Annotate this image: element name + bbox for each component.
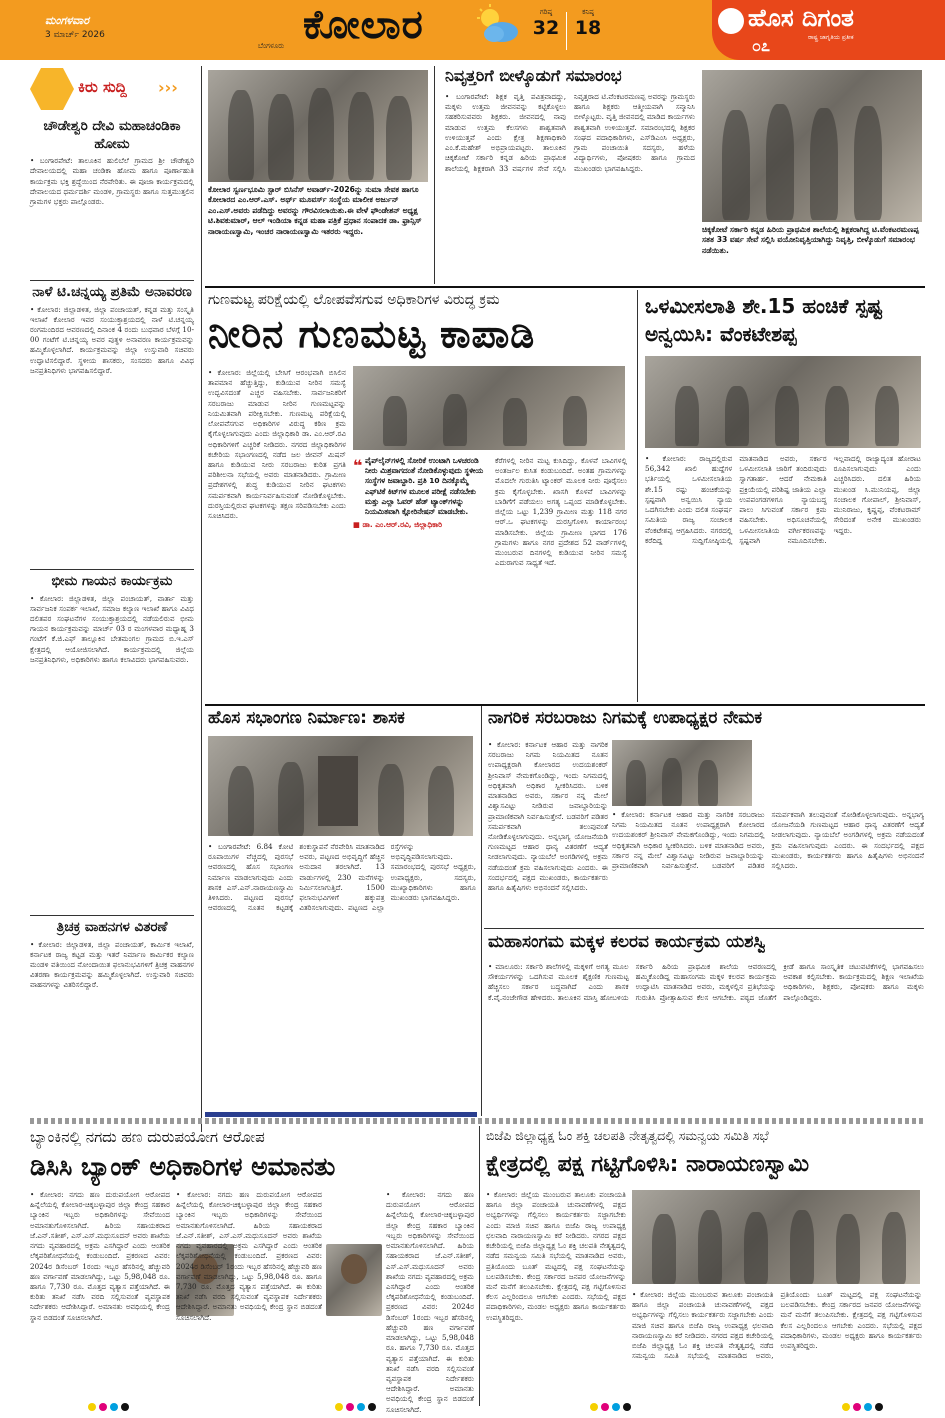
photo-figure: [378, 764, 404, 836]
retirement-body-text: • ಬಂಗಾರಪೇಟೆ: ಶಿಕ್ಷಕ ವೃತ್ತಿ ಪವಿತ್ರವಾದದ್ದು, ಮಕ್ಕಳು ಉತ್ತಮ ಜೀವನವನ್ನು ಕಟ್ಟಿಕೊಳ್ಳಲು ಸಹಕರಿಸುವವರು ಶಿಕ್ಷಕರು. ಜೀವನದಲ್ಲಿ ನಾವು ಮಾಡುವ ಉತ್ತಮ ಕೆಲಸಗಳು ಶಾಶ್ವತವಾಗಿ ಉಳಿಯುತ್ತವೆ ಎಂದು ಕ್ಷೇತ್ರ ಶಿಕ್ಷಣಾಧಿಕಾರಿ ಎಂ.ಕೆ.ಮಹೇಶ್ ಅಭಿಪ್ರಾಯಪಟ್ಟರು. ತಾಲೂಕಿನ ಚಿಕ್ಕಕೋಟೆ ಸರ್ಕಾರಿ ಕನ್ನಡ ಹಿರಿಯ ಪ್ರಾಥಮಿಕ ಶಾಲೆಯಲ್ಲಿ ಶಿಕ್ಷಕರಾಗಿ 33 ವರ್ಷಗಳ ಸೇವೆ ಸಲ್ಲಿಸಿ ನಿವೃತ್ತರಾದ ಟಿ.ವೆಂಕಟರಮಣಪ್ಪ ಅವರನ್ನು ಗ್ರಾಮಸ್ಥರು ಹಾಗೂ ಶಿಕ್ಷಕರು ಆತ್ಮೀಯವಾಗಿ ಸನ್ಮಾನಿಸಿ ಬೀಳ್ಕೊಟ್ಟರು. ವೃತ್ತಿ ಜೀವನದಲ್ಲಿ ಮಾಡಿದ ಕಾರ್ಯಗಳು ಶಾಶ್ವತವಾಗಿ ಉಳಿಯುತ್ತವೆ. ಸಮಾರಂಭದಲ್ಲಿ ಶಿಕ್ಷಕರ ಸಂಘದ ಪದಾಧಿಕಾರಿಗಳು, ಎಸ್‌ಡಿಎಂಸಿ ಅಧ್ಯಕ್ಷರು, ಗ್ರಾಮ ಪಂಚಾಯಿತಿ ಸದಸ್ಯರು, ಹಳೆಯ ವಿದ್ಯಾರ್ಥಿಗಳು, ಪೋಷಕರು ಹಾಗೂ ಗ್ರಾಮದ ಮುಖಂಡರು ಭಾಗವಹಿಸಿದ್ದರು.: [445, 92, 695, 173]
water-headline: ನೀರಿನ ಗುಣಮಟ್ಟ ಕಾಪಾಡಿ: [208, 312, 536, 356]
bank-body-col1: [30, 1190, 170, 1400]
registration-marks-right: [842, 1396, 886, 1415]
kirusuddi-badge: [30, 68, 180, 110]
bank-body-text: • ಕೋಲಾರ: ನಗದು ಹಣ ದುರುಪಯೋಗ ಆರೋಪದ ಹಿನ್ನೆಲೆಯಲ್ಲಿ ಕೋಲಾರ-ಚಿಕ್ಕಬಳ್ಳಾಪುರ ಜಿಲ್ಲಾ ಕೇಂದ್ರ ಸಹಕಾರ ಬ್ಯಾಂಕಿನ ಇಬ್ಬರು ಅಧಿಕಾರಿಗಳನ್ನು ಸೇವೆಯಿಂದ ಅಮಾನತುಗೊಳಿಸಲಾಗಿದೆ. ಹಿರಿಯ ಸಹಾಯಕರಾದ ಜೆ.ಎನ್.ಸತೀಶ್, ಎಸ್.ಎಸ್.ಮಧುಸೂದನ್ ಅವರು ಶಾಖೆಯ ನಗದು ವ್ಯವಹಾರದಲ್ಲಿ ಅಕ್ರಮ ಎಸಗಿದ್ದಾರೆ ಎಂದು ಆಂತರಿಕ ಲೆಕ್ಕಪರಿಶೋಧನೆಯಲ್ಲಿ ಕಂಡುಬಂದಿದೆ. ಪ್ರಕರಣದ ವಿವರ: 2024ರ ಡಿಸೆಂಬರ್ 1ರಂದು ಇಬ್ಬರ ಹೆಸರಿನಲ್ಲಿ ಹೆಚ್ಚುವರಿ ಹಣ ವರ್ಗಾವಣೆ ಮಾಡಲಾಗಿದ್ದು, ಒಟ್ಟು 5,98,048 ರೂ. ಹಾಗೂ 7,730 ರೂ. ಮೊತ್ತದ ವ್ಯತ್ಯಾಸ ಪತ್ತೆಯಾಗಿದೆ. ಈ ಕುರಿತು ತನಿಖೆ ನಡೆಸಿ ವರದಿ ಸಲ್ಲಿಸುವಂತೆ ವ್ಯವಸ್ಥಾಪಕ ನಿರ್ದೇಶಕರು ಆದೇಶಿಸಿದ್ದಾರೆ. ಅಮಾನತು ಅವಧಿಯಲ್ಲಿ ಕೇಂದ್ರ ಸ್ಥಾನ ಬಿಡದಂತೆ ಸೂಚಿಸಲಾಗಿದೆ.: [30, 1190, 170, 1322]
bjp-body-text-2: • ಕೋಲಾರ: ಜಿಲ್ಲೆಯ ಮುಂಬರುವ ತಾಲೂಕು ಪಂಚಾಯತಿ ಹಾಗೂ ಜಿಲ್ಲಾ ಪಂಚಾಯತಿ ಚುನಾವಣೆಗಳಲ್ಲಿ ಪಕ್ಷದ ಅಭ್ಯರ್ಥಿಗಳನ್ನು ಗೆಲ್ಲಿಸಲು ಕಾರ್ಯಕರ್ತರು ಸಜ್ಜಾಗಬೇಕು ಎಂದು ಮಾಜಿ ಸಚಿವ ಹಾಗೂ ಬಿಜೆಪಿ ರಾಜ್ಯ ಉಪಾಧ್ಯಕ್ಷ ಛಲವಾದಿ ನಾರಾಯಣಸ್ವಾಮಿ ಕರೆ ನೀಡಿದರು. ನಗರದ ಪಕ್ಷದ ಕಚೇರಿಯಲ್ಲಿ ಬಿಜೆಪಿ ಜಿಲ್ಲಾಧ್ಯಕ್ಷ ಓಂ ಶಕ್ತಿ ಚಲಪತಿ ನೇತೃತ್ವದಲ್ಲಿ ನಡೆದ ಸಮನ್ವಯ ಸಮಿತಿ ಸಭೆಯಲ್ಲಿ ಮಾತನಾಡಿದ ಅವರು, ಪ್ರತಿಯೊಂದು ಬೂತ್ ಮಟ್ಟದಲ್ಲಿ ಪಕ್ಷ ಸಂಘಟನೆಯನ್ನು ಬಲಪಡಿಸಬೇಕು. ಕೇಂದ್ರ ಸರ್ಕಾರದ ಜನಪರ ಯೋಜನೆಗಳನ್ನು ಮನೆ ಮನೆಗೆ ತಲುಪಿಸಬೇಕು. ಕ್ಷೇತ್ರದಲ್ಲಿ ಪಕ್ಷ ಗಟ್ಟಿಗೊಳಿಸುವ ಕೆಲಸ ಎಲ್ಲರಿಂದಲೂ ಆಗಬೇಕು ಎಂದರು. ಸಭೆಯಲ್ಲಿ ಪಕ್ಷದ ಪದಾಧಿಕಾರಿಗಳು, ಮಂಡಲ ಅಧ್ಯಕ್ಷರು ಹಾಗೂ ಕಾರ್ಯಕರ್ತರು ಉಪಸ್ಥಿತರಿದ್ದರು.: [632, 1290, 922, 1361]
brand-logo-icon: [718, 8, 744, 34]
photo-figure: [766, 104, 794, 220]
photo-figure: [790, 1210, 814, 1284]
photo-figure: [443, 394, 467, 446]
registration-dot: [875, 1403, 883, 1411]
max-temp: 32: [532, 17, 560, 39]
hand-icon: [30, 68, 74, 110]
bank-body-col2: [176, 1190, 322, 1400]
registration-dot: [368, 1403, 376, 1411]
water-callout-text: ಪೈಪ್‌ಲೈನ್‌ಗಳಲ್ಲಿ ಸೋರಿಕೆ ಉಂಟಾಗಿ ಒಳಚರಂಡಿ ನೀರು ಮಿಶ್ರವಾಗದಂತೆ ನೋಡಿಕೊಳ್ಳುವುದು ಸ್ಥಳೀಯ ಸಂಸ್ಥೆಗಳ ಜವಾಬ್ದಾರಿ. ಪ್ರತಿ 10 ದಿನಕ್ಕೊಮ್ಮೆ ಎಫ್‌ಟಿಕೆ ಕಿಟ್‌ಗಳ ಮೂಲಕ ಪರೀಕ್ಷೆ ನಡೆಸಬೇಕು ಮತ್ತು ಎಲ್ಲಾ ಓವರ್ ಹೆಡ್ ಟ್ಯಾಂಕ್‌ಗಳನ್ನು ನಿಯಮಿತವಾಗಿ ಕ್ಲೋರಿನೇಷನ್ ಮಾಡಬೇಕು.: [365, 456, 484, 517]
column-rule: [434, 66, 435, 284]
photo-figure: [836, 1214, 860, 1284]
retirement-body: [445, 92, 695, 282]
divider: [30, 915, 194, 916]
water-kicker: ಗುಣಮಟ್ಟ ಪರಿಕ್ಷೆಯಲ್ಲಿ ಲೋಪವೆಸಗುವ ಅಧಿಕಾರಿಗಳ ವಿರುದ್ಧ ಕ್ರಮ: [208, 292, 500, 308]
registration-dot: [121, 1403, 129, 1411]
civil-headline: ನಾಗರಿಕ ಸರಬರಾಜು ನಿಗಮಕ್ಕೆ ಉಪಾಧ್ಯಕ್ಷರ ನೇಮಕ: [488, 708, 763, 728]
photo-figure: [228, 90, 254, 180]
photo-figure: [744, 1212, 768, 1284]
registration-dot: [88, 1403, 96, 1411]
section-divider-dashes: [30, 1118, 925, 1124]
bjp-body-text: • ಕೋಲಾರ: ಜಿಲ್ಲೆಯ ಮುಂಬರುವ ತಾಲೂಕು ಪಂಚಾಯತಿ ಹಾಗೂ ಜಿಲ್ಲಾ ಪಂಚಾಯತಿ ಚುನಾವಣೆಗಳಲ್ಲಿ ಪಕ್ಷದ ಅಭ್ಯರ್ಥಿಗಳನ್ನು ಗೆಲ್ಲಿಸಲು ಕಾರ್ಯಕರ್ತರು ಸಜ್ಜಾಗಬೇಕು ಎಂದು ಮಾಜಿ ಸಚಿವ ಹಾಗೂ ಬಿಜೆಪಿ ರಾಜ್ಯ ಉಪಾಧ್ಯಕ್ಷ ಛಲವಾದಿ ನಾರಾಯಣಸ್ವಾಮಿ ಕರೆ ನೀಡಿದರು. ನಗರದ ಪಕ್ಷದ ಕಚೇರಿಯಲ್ಲಿ ಬಿಜೆಪಿ ಜಿಲ್ಲಾಧ್ಯಕ್ಷ ಓಂ ಶಕ್ತಿ ಚಲಪತಿ ನೇತೃತ್ವದಲ್ಲಿ ನಡೆದ ಸಮನ್ವಯ ಸಮಿತಿ ಸಭೆಯಲ್ಲಿ ಮಾತನಾಡಿದ ಅವರು, ಪ್ರತಿಯೊಂದು ಬೂತ್ ಮಟ್ಟದಲ್ಲಿ ಪಕ್ಷ ಸಂಘಟನೆಯನ್ನು ಬಲಪಡಿಸಬೇಕು. ಕೇಂದ್ರ ಸರ್ಕಾರದ ಜನಪರ ಯೋಜನೆಗಳನ್ನು ಮನೆ ಮನೆಗೆ ತಲುಪಿಸಬೇಕು. ಕ್ಷೇತ್ರದಲ್ಲಿ ಪಕ್ಷ ಗಟ್ಟಿಗೊಳಿಸುವ ಕೆಲಸ ಎಲ್ಲರಿಂದಲೂ ಆಗಬೇಕು ಎಂದರು. ಸಭೆಯಲ್ಲಿ ಪಕ್ಷದ ಪದಾಧಿಕಾರಿಗಳು, ಮಂಡಲ ಅಧ್ಯಕ್ಷರು ಹಾಗೂ ಕಾರ್ಯಕರ್ತರು ಉಪಸ್ಥಿತರಿದ್ದರು.: [486, 1190, 626, 1322]
photo-figure: [662, 758, 682, 806]
bjp-body-col2: [632, 1290, 922, 1402]
photo-figure: [503, 398, 527, 446]
registration-dot: [335, 1403, 343, 1411]
reservation-body-text: • ಕೋಲಾರ: ರಾಜ್ಯದಲ್ಲಿರುವ 56,342 ಖಾಲಿ ಹುದ್ದೆಗಳ ಭರ್ತಿಯಲ್ಲಿ ಒಳಮೀಸಲಾತಿಯ ಶೇ.15 ರಷ್ಟು ಹಂಚಿಕೆಯನ್ನು ಸ್ಪಷ್ಟವಾಗಿ ಅನ್ವಯಿಸಿ ನ್ಯಾಯ ಒದಗಿಸಬೇಕು ಎಂದು ದಲಿತ ಸಂಘರ್ಷ ಸಮಿತಿಯ ರಾಜ್ಯ ಸಂಚಾಲಕ ವೆಂಕಟೇಶಪ್ಪ ಆಗ್ರಹಿಸಿದರು. ನಗರದಲ್ಲಿ ಕರೆದಿದ್ದ ಸುದ್ದಿಗೋಷ್ಠಿಯಲ್ಲಿ ಮಾತನಾಡಿದ ಅವರು, ಸರ್ಕಾರ ಒಳಮೀಸಲಾತಿ ಜಾರಿಗೆ ತಂದಿರುವುದು ಸ್ವಾಗತಾರ್ಹ. ಆದರೆ ನೇಮಕಾತಿ ಪ್ರಕ್ರಿಯೆಯಲ್ಲಿ ಪರಿಶಿಷ್ಟ ಜಾತಿಯ ಎಲ್ಲಾ ಉಪಪಂಗಡಗಳಿಗೂ ನ್ಯಾಯಬದ್ಧ ಪಾಲು ಸಿಗುವಂತೆ ಸರ್ಕಾರ ಕ್ರಮ ವಹಿಸಬೇಕು. ಅಧಿಸೂಚನೆಯಲ್ಲಿ ಒಳಮೀಸಲಾತಿಯ ವರ್ಗೀಕರಣವನ್ನು ಸ್ಪಷ್ಟವಾಗಿ ನಮೂದಿಸಬೇಕು. ಇಲ್ಲವಾದಲ್ಲಿ ರಾಜ್ಯಾದ್ಯಂತ ಹೋರಾಟ ರೂಪಿಸಲಾಗುವುದು ಎಂದು ಎಚ್ಚರಿಸಿದರು. ದಲಿತ ಹಿರಿಯ ಮುಖಂಡ ಸಿ.ಮುನಿಯಪ್ಪ, ಜಿಲ್ಲಾ ಸಂಚಾಲಕ ಗೋಪಾಲ್, ಶ್ರೀನಿವಾಸ್, ಮುನಿರಾಜು, ಕೃಷ್ಣಪ್ಪ, ವೆಂಕಟರಾಮ್ ಸೇರಿದಂತೆ ಅನೇಕ ಮುಖಂಡರು ಇದ್ದರು.: [645, 454, 921, 545]
min-temp-label: ಕನಿಷ್ಠ: [582, 8, 594, 16]
photo-figure: [810, 108, 838, 220]
civil-body-text: • ಕೋಲಾರ: ಕರ್ನಾಟಕ ಆಹಾರ ಮತ್ತು ನಾಗರಿಕ ಸರಬರಾಜು ನಿಗಮ ನಿಯಮಿತದ ನೂತನ ಉಪಾಧ್ಯಕ್ಷರಾಗಿ ಕೋಲಾರದ ಉದಯಶಂಕರ್ ಶ್ರೀನಿವಾಸ್ ನೇಮಕಗೊಂಡಿದ್ದು, ಇಂದು ನಿಗಮದಲ್ಲಿ ಅಧಿಕೃತವಾಗಿ ಅಧಿಕಾರ ಸ್ವೀಕರಿಸಿದರು. ಬಳಿಕ ಮಾತನಾಡಿದ ಅವರು, ಸರ್ಕಾರ ನನ್ನ ಮೇಲೆ ವಿಶ್ವಾಸವಿಟ್ಟು ನೀಡಿರುವ ಜವಾಬ್ದಾರಿಯನ್ನು ಪ್ರಾಮಾಣಿಕವಾಗಿ ನಿರ್ವಹಿಸುತ್ತೇನೆ. ಬಡವರಿಗೆ ಪಡಿತರ ಸಮರ್ಪಕವಾಗಿ ತಲುಪುವಂತೆ ನೋಡಿಕೊಳ್ಳಲಾಗುವುದು. ಅನ್ನಭಾಗ್ಯ ಯೋಜನೆಯಡಿ ಗುಣಮಟ್ಟದ ಆಹಾರ ಧಾನ್ಯ ವಿತರಣೆಗೆ ಆದ್ಯತೆ ನೀಡಲಾಗುವುದು. ನ್ಯಾಯಬೆಲೆ ಅಂಗಡಿಗಳಲ್ಲಿ ಅಕ್ರಮ ನಡೆಯದಂತೆ ಕ್ರಮ ವಹಿಸಲಾಗುವುದು ಎಂದರು. ಈ ಸಂದರ್ಭದಲ್ಲಿ ಪಕ್ಷದ ಮುಖಂಡರು, ಕಾರ್ಯಕರ್ತರು ಹಾಗೂ ಹಿತೈಷಿಗಳು ಅಭಿನಂದನೆ ಸಲ್ಲಿಸಿದರು.: [488, 740, 608, 893]
bjp-kicker: ಬಿಜೆಪಿ ಜಿಲ್ಲಾಧ್ಯಕ್ಷ ಓಂ ಶಕ್ತಿ ಚಲಪತಿ ನೇತೃತ್ವದಲ್ಲಿ ಸಮನ್ವಯ ಸಮಿತಿ ಸಭೆ: [486, 1128, 769, 1143]
kirusuddi-body: • ಬಂಗಾರಪೇಟೆ: ತಾಲೂಕಿನ ಹುಲಿಬೆಲೆ ಗ್ರಾಮದ ಶ್ರೀ ಚೌಡೇಶ್ವರಿ ದೇವಾಲಯದಲ್ಲಿ ಮಹಾ ಚಂಡಿಕಾ ಹೋಮ ಹಾಗೂ ಪೂರ್ಣಾಹುತಿ ಕಾರ್ಯಕ್ರಮ ಭಕ್ತಿ ಶ್ರದ್ಧೆಯಿಂದ ನೆರವೇರಿತು. ಈ ಪೂಜಾ ಕಾರ್ಯಕ್ರಮದಲ್ಲಿ ದೇವಾಲಯದ ಧರ್ಮದರ್ಶಿ ಮಂಡಳಿ, ಗ್ರಾಮಸ್ಥರು ಹಾಗೂ ಸುತ್ತಮುತ್ತಲಿನ ಗ್ರಾಮಗಳ ಭಕ್ತರು ಪಾಲ್ಗೊಂಡರು.: [30, 156, 194, 206]
retirement-headline: ನಿವೃತ್ತರಿಗೆ ಬೀಳ್ಕೊಡುಗೆ ಸಮಾರಂಭ: [445, 66, 622, 85]
kirusuddi-title: ನಾಳೆ ಟಿ.ಚನ್ನಯ್ಯ ಪ್ರತಿಮೆ ಅನಾವರಣ: [32, 284, 192, 300]
temp-divider: [566, 12, 567, 50]
bank-headline: ಡಿಸಿಸಿ ಬ್ಯಾಂಕ್ ಅಧಿಕಾರಿಗಳ ಅಮಾನತು: [30, 1152, 336, 1181]
column-rule: [637, 290, 638, 702]
masthead-city: ಬೆಂಗಳೂರು: [258, 42, 285, 50]
bank-body-col3: [386, 1190, 474, 1414]
civil-body-text-2: • ಕೋಲಾರ: ಕರ್ನಾಟಕ ಆಹಾರ ಮತ್ತು ನಾಗರಿಕ ಸರಬರಾಜು ನಿಗಮ ನಿಯಮಿತದ ನೂತನ ಉಪಾಧ್ಯಕ್ಷರಾಗಿ ಕೋಲಾರದ ಉದಯಶಂಕರ್ ಶ್ರೀನಿವಾಸ್ ನೇಮಕಗೊಂಡಿದ್ದು, ಇಂದು ನಿಗಮದಲ್ಲಿ ಅಧಿಕೃತವಾಗಿ ಅಧಿಕಾರ ಸ್ವೀಕರಿಸಿದರು. ಬಳಿಕ ಮಾತನಾಡಿದ ಅವರು, ಸರ್ಕಾರ ನನ್ನ ಮೇಲೆ ವಿಶ್ವಾಸವಿಟ್ಟು ನೀಡಿರುವ ಜವಾಬ್ದಾರಿಯನ್ನು ಪ್ರಾಮಾಣಿಕವಾಗಿ ನಿರ್ವಹಿಸುತ್ತೇನೆ. ಬಡವರಿಗೆ ಪಡಿತರ ಸಮರ್ಪಕವಾಗಿ ತಲುಪುವಂತೆ ನೋಡಿಕೊಳ್ಳಲಾಗುವುದು. ಅನ್ನಭಾಗ್ಯ ಯೋಜನೆಯಡಿ ಗುಣಮಟ್ಟದ ಆಹಾರ ಧಾನ್ಯ ವಿತರಣೆಗೆ ಆದ್ಯತೆ ನೀಡಲಾಗುವುದು. ನ್ಯಾಯಬೆಲೆ ಅಂಗಡಿಗಳಲ್ಲಿ ಅಕ್ರಮ ನಡೆಯದಂತೆ ಕ್ರಮ ವಹಿಸಲಾಗುವುದು ಎಂದರು. ಈ ಸಂದರ್ಭದಲ್ಲಿ ಪಕ್ಷದ ಮುಖಂಡರು, ಕಾರ್ಯಕರ್ತರು ಹಾಗೂ ಹಿತೈಷಿಗಳು ಅಭಿನಂದನೆ ಸಲ್ಲಿಸಿದರು.: [612, 810, 924, 871]
photo-figure: [698, 760, 718, 806]
kirusuddi-title: ತ್ರಿಚಕ್ರ ವಾಹನಗಳ ವಿತರಣೆ: [56, 919, 168, 935]
registration-dot: [590, 1403, 598, 1411]
water-meeting-photo: [353, 366, 625, 450]
registration-dot: [623, 1403, 631, 1411]
civil-body-right: [612, 810, 924, 926]
retirement-photo: [702, 70, 922, 222]
bjp-headline: ಕ್ಷೇತ್ರದಲ್ಲಿ ಪಕ್ಷ ಗಟ್ಟಿಗೊಳಿಸಿ: ನಾರಾಯಣಸ್ವಾಮಿ: [486, 1152, 810, 1177]
photo-figure: [698, 1210, 722, 1284]
water-callout-attribution: ■ ಡಾ. ಎಂ.ಆರ್.ರವಿ, ಜಿಲ್ಲಾಧಿಕಾರಿ: [353, 520, 442, 530]
page-title: ಕೋಲಾರ: [303, 2, 424, 48]
brand-block: [712, 0, 945, 60]
photo-figure: [383, 396, 407, 446]
registration-dot: [842, 1403, 850, 1411]
min-temp: 18: [574, 17, 602, 39]
masthead-day: ಮಂಗಳವಾರ: [45, 14, 90, 27]
registration-dot: [612, 1403, 620, 1411]
reservation-headline: ಒಳಮೀಸಲಾತಿ ಶೇ.15 ಹಂಚಿಕೆ ಸ್ಪಷ್ಟ ಅನ್ವಯಿಸಿ: ವೆಂಕಟೇಶಪ್ಪ: [645, 294, 883, 346]
photo-figure: [825, 386, 849, 446]
weather-icon: [474, 4, 522, 46]
photo-figure: [775, 386, 799, 446]
civil-photo: [612, 740, 752, 806]
retirement-caption: ಚಿಕ್ಕಕೋಟೆ ಸರ್ಕಾರಿ ಕನ್ನಡ ಹಿರಿಯ ಪ್ರಾಥಮಿಕ ಶಾಲೆಯಲ್ಲಿ ಶಿಕ್ಷಕರಾಗಿದ್ದ ಟಿ.ವೆಂಕಟರಮಣಪ್ಪ ಸತತ 33 ವರ್ಷ ಸೇವೆ ಸಲ್ಲಿಸಿ ವಯೋನಿವೃತ್ತಿಯಾಗಿದ್ದು ನಿವೃತ್ತಿ, ಬೀಳ್ಕೊಡುಗೆ ಸಮಾರಂಭ ನಡೆಯಿತು.: [702, 225, 919, 255]
photo-figure: [563, 396, 587, 446]
divider: [30, 569, 194, 570]
reservation-photo: [645, 356, 921, 448]
hall-headline: ಹೊಸ ಸಭಾಂಗಣ ನಿರ್ಮಾಣ: ಶಾಸಕ: [208, 708, 405, 728]
foundation-stone: [318, 756, 358, 826]
registration-dot: [99, 1403, 107, 1411]
bank-kicker: ಬ್ಯಾಂಕಿನಲ್ಲಿ ನಗದು ಹಣ ದುರುಪಯೋಗ ಆರೋಪ: [30, 1128, 265, 1146]
quote-icon: ❝: [353, 456, 363, 475]
kirusuddi-title: ಭೀಮ ಗಾಯನ ಕಾರ್ಯಕ್ರಮ: [51, 573, 173, 589]
bank-body-text-3: • ಕೋಲಾರ: ನಗದು ಹಣ ದುರುಪಯೋಗ ಆರೋಪದ ಹಿನ್ನೆಲೆಯಲ್ಲಿ ಕೋಲಾರ-ಚಿಕ್ಕಬಳ್ಳಾಪುರ ಜಿಲ್ಲಾ ಕೇಂದ್ರ ಸಹಕಾರ ಬ್ಯಾಂಕಿನ ಇಬ್ಬರು ಅಧಿಕಾರಿಗಳನ್ನು ಸೇವೆಯಿಂದ ಅಮಾನತುಗೊಳಿಸಲಾಗಿದೆ. ಹಿರಿಯ ಸಹಾಯಕರಾದ ಜೆ.ಎನ್.ಸತೀಶ್, ಎಸ್.ಎಸ್.ಮಧುಸೂದನ್ ಅವರು ಶಾಖೆಯ ನಗದು ವ್ಯವಹಾರದಲ್ಲಿ ಅಕ್ರಮ ಎಸಗಿದ್ದಾರೆ ಎಂದು ಆಂತರಿಕ ಲೆಕ್ಕಪರಿಶೋಧನೆಯಲ್ಲಿ ಕಂಡುಬಂದಿದೆ. ಪ್ರಕರಣದ ವಿವರ: 2024ರ ಡಿಸೆಂಬರ್ 1ರಂದು ಇಬ್ಬರ ಹೆಸರಿನಲ್ಲಿ ಹೆಚ್ಚುವರಿ ಹಣ ವರ್ಗಾವಣೆ ಮಾಡಲಾಗಿದ್ದು, ಒಟ್ಟು 5,98,048 ರೂ. ಹಾಗೂ 7,730 ರೂ. ಮೊತ್ತದ ವ್ಯತ್ಯಾಸ ಪತ್ತೆಯಾಗಿದೆ. ಈ ಕುರಿತು ತನಿಖೆ ನಡೆಸಿ ವರದಿ ಸಲ್ಲಿಸುವಂತೆ ವ್ಯವಸ್ಥಾಪಕ ನಿರ್ದೇಶಕರು ಆದೇಶಿಸಿದ್ದಾರೆ. ಅಮಾನತು ಅವಧಿಯಲ್ಲಿ ಕೇಂದ್ರ ಸ್ಥಾನ ಬಿಡದಂತೆ ಸೂಚಿಸಲಾಗಿದೆ.: [386, 1190, 474, 1414]
water-body-right: [495, 456, 627, 696]
photo-figure: [386, 96, 412, 180]
photo-figure: [854, 106, 882, 220]
water-callout: [353, 456, 489, 588]
water-body2: ಕೆರೆಗಳಲ್ಲಿ ನೀರಿನ ಮಟ್ಟ ಕುಸಿದಿದ್ದು, ಕೊಳವೆ ಬಾವಿಗಳಲ್ಲಿ ಅಂತರ್ಜಲ ಕುಸಿತ ಕಂಡುಬಂದಿದೆ. ಅಂತಹ ಗ್ರಾಮಗಳನ್ನು ಮೊದಲೇ ಗುರುತಿಸಿ ಟ್ಯಾಂಕರ್ ಮೂಲಕ ನೀರು ಪೂರೈಸಲು ಕ್ರಮ ಕೈಗೊಳ್ಳಬೇಕು. ಖಾಸಗಿ ಕೊಳವೆ ಬಾವಿಗಳನ್ನು ಬಾಡಿಗೆಗೆ ಪಡೆಯಲು ಅಗತ್ಯ ಒಪ್ಪಂದ ಮಾಡಿಕೊಳ್ಳಬೇಕು. ಜಿಲ್ಲೆಯ ಒಟ್ಟು 1,239 ಗ್ರಾಮೀಣ ಮತ್ತು 118 ನಗರ ಆರ್.ಒ ಘಟಕಗಳನ್ನು ದುರಸ್ತಿಗೊಳಿಸಿ ಕಾರ್ಯಾರಂಭ ಮಾಡಿಸಬೇಕು. ಜಿಲ್ಲೆಯ ಗ್ರಾಮೀಣ ಭಾಗದ 176 ಗ್ರಾಮಗಳು ಹಾಗೂ ನಗರ ಪ್ರದೇಶದ 52 ವಾರ್ಡ್‌ಗಳಲ್ಲಿ ಮುಂಬರುವ ದಿನಗಳಲ್ಲಿ ಕುಡಿಯುವ ನೀರಿನ ಸಮಸ್ಯೆ ಎದುರಾಗುವ ಸಾಧ್ಯತೆ ಇದೆ.: [495, 456, 627, 568]
bank-photo-2: [326, 1244, 382, 1316]
brand-name: ಹೊಸ ದಿಗಂತ: [748, 4, 854, 32]
column-rule: [201, 66, 202, 1132]
hall-photo: [208, 736, 473, 836]
masthead-date-block: [45, 14, 165, 54]
mahasangama-headline: ಮಹಾಸಂಗಮ ಮಕ್ಕಳ ಕಲರವ ಕಾರ್ಯಕ್ರಮ ಯಶಸ್ವಿ: [488, 932, 766, 952]
reservation-body: [645, 454, 921, 700]
mahasangama-body: [488, 962, 924, 1112]
award-caption: ಕೋಲಾರ ಸ್ವರ್ಣಭೂಮಿ ಸ್ಟಾರ್ ಬಿಸಿನೆಸ್ ಅವಾರ್ಡ್-2026ನ್ನು ಸುಮಾ ಸೇವಕ ಹಾಗೂ ಕೋಲಾರದ ಎಂ.ಆರ್.ಎಸ್. ಅರ್ಥ್ ಮೂವರ್ಸ್ ಸಂಸ್ಥೆಯ ಮಾಲೀಕ ಅರ್ಜುನ್ ಎಂ.ಎಸ್.ಅವರು ಪಡೆದಿದ್ದು ಅವರನ್ನು ಗೌರವಿಸಲಾಯಿತು.ಈ ವೇಳೆ ಫೌಂಡೇಶನ್ ಅಧ್ಯಕ್ಷ ಟಿ.ಶಿವಕುಮಾರ್, ಆಲ್ ಇಂಡಿಯಾ ಕನ್ನಡ ಮಹಾ ಪತ್ರಿಕೆ ಪ್ರಧಾನ ಸಂಪಾದಕ ಡಾ. ಫ್ರಾನ್ಸಿಸ್ ನಾರಾಯಣಸ್ವಾಮಿ, ಇಂಚರ ನಾರಾಯಣಸ್ವಾಮಿ ಇತರರು ಇದ್ದರು.: [208, 185, 422, 236]
brand-tagline: ರಾಷ್ಟ್ರ ಜಾಗೃತಿಯ ಪ್ರತೀಕ: [808, 34, 854, 41]
registration-dot: [110, 1403, 118, 1411]
registration-marks-left: [88, 1396, 132, 1415]
registration-marks-mid: [335, 1396, 379, 1415]
hall-body: [208, 842, 476, 1108]
kirusuddi-title: ಚೌಡೇಶ್ವರಿ ದೇವಿ ಮಹಾಚಂಡಿಕಾ ಹೋಮ: [43, 118, 181, 152]
registration-dot: [864, 1403, 872, 1411]
registration-dot: [346, 1403, 354, 1411]
photo-figure: [875, 386, 899, 446]
max-temp-label: ಗರಿಷ್ಠ: [539, 8, 553, 16]
hall-body-text: • ಬಂಗಾರಪೇಟೆ: 6.84 ಕೋಟಿ ರೂಪಾಯಿಗಳ ವೆಚ್ಚದಲ್ಲಿ ಪುರಸಭೆ ಆವರಣದಲ್ಲಿ ಹೊಸ ಸಭಾಂಗಣ ನಿರ್ಮಾಣ ಮಾಡಲಾಗುವುದು ಎಂದು ಶಾಸಕ ಎಸ್.ಎನ್.ನಾರಾಯಣಸ್ವಾಮಿ ತಿಳಿಸಿದರು. ಪಟ್ಟಣದ ಪುರಸಭೆ ಆವರಣದಲ್ಲಿ ನೂತನ ಕಟ್ಟಡಕ್ಕೆ ಶಂಕುಸ್ಥಾಪನೆ ನೆರವೇರಿಸಿ ಮಾತನಾಡಿದ ಅವರು, ಪಟ್ಟಣದ ಅಭಿವೃದ್ಧಿಗೆ ಹೆಚ್ಚಿನ ಅನುದಾನ ತರಲಾಗಿದೆ. 13 ವಾರ್ಡುಗಳಲ್ಲಿ 230 ಮನೆಗಳನ್ನು ನಿರ್ಮಿಸಲಾಗುತ್ತಿದೆ. 1500 ಫಲಾನುಭವಿಗಳಿಗೆ ಹಕ್ಕುಪತ್ರ ವಿತರಿಸಲಾಗುವುದು. ಪಟ್ಟಣದ ಎಲ್ಲಾ ರಸ್ತೆಗಳನ್ನು ಅಭಿವೃದ್ಧಿಪಡಿಸಲಾಗುವುದು. ಸಮಾರಂಭದಲ್ಲಿ ಪುರಸಭೆ ಅಧ್ಯಕ್ಷರು, ಉಪಾಧ್ಯಕ್ಷರು, ಸದಸ್ಯರು, ಮುಖ್ಯಾಧಿಕಾರಿಗಳು ಹಾಗೂ ಮುಖಂಡರು ಭಾಗವಹಿಸಿದ್ದರು.: [208, 842, 476, 913]
kirusuddi-item-2: [30, 284, 194, 566]
kirusuddi-label: ಕಿರು ಸುದ್ದಿ: [78, 78, 127, 96]
min-temp-block: [568, 8, 608, 54]
section-rule: [484, 928, 924, 929]
photo-figure: [278, 762, 304, 836]
kirusuddi-item-4: [30, 919, 194, 1129]
award-photo: [208, 70, 428, 182]
registration-dot: [357, 1403, 365, 1411]
chevron-right-icon: ›››: [158, 78, 178, 97]
section-rule: [205, 286, 925, 288]
photo-figure: [308, 88, 334, 180]
registration-marks-mid2: [590, 1396, 634, 1415]
photo-figure: [428, 766, 454, 836]
page-number: ೦೭: [752, 36, 770, 55]
registration-dot: [601, 1403, 609, 1411]
civil-body-left: [488, 740, 608, 926]
kirusuddi-item-1: [30, 118, 194, 278]
photo-figure: [348, 92, 374, 180]
photo-figure: [228, 766, 254, 836]
column-rule: [481, 706, 482, 1116]
masthead-date: 3 ಮಾರ್ಚ್ 2026: [45, 30, 105, 40]
bjp-photo: [632, 1190, 920, 1284]
photo-figure: [882, 1212, 906, 1284]
kirusuddi-body: • ಕೋಲಾರ: ಜಿಲ್ಲಾಡಳಿತ, ಜಿಲ್ಲಾ ಪಂಚಾಯತ್, ವಾರ್ತಾ ಮತ್ತು ಸಾರ್ವಜನಿಕ ಸಂಪರ್ಕ ಇಲಾಖೆ, ಸಮಾಜ ಕಲ್ಯಾಣ ಇಲಾಖೆ ಹಾಗೂ ವಿವಿಧ ದಲಿತಪರ ಸಂಘಟನೆಗಳ ಸಂಯುಕ್ತಾಶ್ರಯದಲ್ಲಿ ನಡೆಯಲಿರುವ ಭೀಮ ಗಾಯನ ಕಾರ್ಯಕ್ರಮವನ್ನು ಮಾರ್ಚ್ 03 ರ ಮಂಗಳವಾರ ಮಧ್ಯಾಹ್ನ 3 ಗಂಟೆಗೆ ಕೆ.ಜಿ.ಎಫ್ ತಾಲ್ಲೂಕಿನ ಬೇತಮಂಗಲ ಗ್ರಾಮದ ಬಿ.ಇ.ಎಸ್ ಕ್ಷೇತ್ರದಲ್ಲಿ ಆಯೋಜಿಸಲಾಗಿದೆ. ಕಾರ್ಯಕ್ರಮದಲ್ಲಿ ಜಿಲ್ಲೆಯ ಜನಪ್ರತಿನಿಧಿಗಳು, ಅಧಿಕಾರಿಗಳು ಹಾಗೂ ಕಲಾವಿದರು ಭಾಗವಹಿಸುವರು.: [30, 593, 194, 664]
bank-body-text-2: • ಕೋಲಾರ: ನಗದು ಹಣ ದುರುಪಯೋಗ ಆರೋಪದ ಹಿನ್ನೆಲೆಯಲ್ಲಿ ಕೋಲಾರ-ಚಿಕ್ಕಬಳ್ಳಾಪುರ ಜಿಲ್ಲಾ ಕೇಂದ್ರ ಸಹಕಾರ ಬ್ಯಾಂಕಿನ ಇಬ್ಬರು ಅಧಿಕಾರಿಗಳನ್ನು ಸೇವೆಯಿಂದ ಅಮಾನತುಗೊಳಿಸಲಾಗಿದೆ. ಹಿರಿಯ ಸಹಾಯಕರಾದ ಜೆ.ಎನ್.ಸತೀಶ್, ಎಸ್.ಎಸ್.ಮಧುಸೂದನ್ ಅವರು ಶಾಖೆಯ ನಗದು ವ್ಯವಹಾರದಲ್ಲಿ ಅಕ್ರಮ ಎಸಗಿದ್ದಾರೆ ಎಂದು ಆಂತರಿಕ ಲೆಕ್ಕಪರಿಶೋಧನೆಯಲ್ಲಿ ಕಂಡುಬಂದಿದೆ. ಪ್ರಕರಣದ ವಿವರ: 2024ರ ಡಿಸೆಂಬರ್ 1ರಂದು ಇಬ್ಬರ ಹೆಸರಿನಲ್ಲಿ ಹೆಚ್ಚುವರಿ ಹಣ ವರ್ಗಾವಣೆ ಮಾಡಲಾಗಿದ್ದು, ಒಟ್ಟು 5,98,048 ರೂ. ಹಾಗೂ 7,730 ರೂ. ಮೊತ್ತದ ವ್ಯತ್ಯಾಸ ಪತ್ತೆಯಾಗಿದೆ. ಈ ಕುರಿತು ತನಿಖೆ ನಡೆಸಿ ವರದಿ ಸಲ್ಲಿಸುವಂತೆ ವ್ಯವಸ್ಥಾಪಕ ನಿರ್ದೇಶಕರು ಆದೇಶಿಸಿದ್ದಾರೆ. ಅಮಾನತು ಅವಧಿಯಲ್ಲಿ ಕೇಂದ್ರ ಸ್ಥಾನ ಬಿಡದಂತೆ ಸೂಚಿಸಲಾಗಿದೆ.: [176, 1190, 322, 1322]
photo-figure: [652, 1214, 676, 1284]
photo-figure: [268, 94, 294, 180]
person-head: [341, 1254, 367, 1284]
kirusuddi-item-3: [30, 573, 194, 913]
mahasangama-body-text: • ಮಾಲೂರು: ಸರ್ಕಾರಿ ಶಾಲೆಗಳಲ್ಲಿ ಮಕ್ಕಳಿಗೆ ಅಗತ್ಯ ಮೂಲ ಸೌಕರ್ಯಗಳನ್ನು ಒದಗಿಸುವ ಮೂಲಕ ಶೈಕ್ಷಣಿಕ ಗುಣಮಟ್ಟ ಹೆಚ್ಚಿಸಲು ಸರ್ಕಾರ ಬದ್ಧವಾಗಿದೆ ಎಂದು ಶಾಸಕ ಕೆ.ವೈ.ನಂಜೇಗೌಡ ಹೇಳಿದರು. ತಾಲೂಕಿನ ಮಾಸ್ತಿ ಹೋಬಳಿಯ ಸರ್ಕಾರಿ ಹಿರಿಯ ಪ್ರಾಥಮಿಕ ಶಾಲೆಯ ಆವರಣದಲ್ಲಿ ಹಮ್ಮಿಕೊಂಡಿದ್ದ ಮಹಾಸಂಗಮ ಮಕ್ಕಳ ಕಲರವ ಕಾರ್ಯಕ್ರಮ ಉದ್ಘಾಟಿಸಿ ಮಾತನಾಡಿದ ಅವರು, ಮಕ್ಕಳಲ್ಲಿನ ಪ್ರತಿಭೆಯನ್ನು ಗುರುತಿಸಿ ಪ್ರೋತ್ಸಾಹಿಸುವ ಕೆಲಸ ಆಗಬೇಕು. ಪಠ್ಯದ ಜೊತೆಗೆ ಕ್ರೀಡೆ ಹಾಗೂ ಸಾಂಸ್ಕೃತಿಕ ಚಟುವಟಿಕೆಗಳಲ್ಲಿ ಭಾಗವಹಿಸಲು ಅವಕಾಶ ಕಲ್ಪಿಸಬೇಕು. ಕಾರ್ಯಕ್ರಮದಲ್ಲಿ ಶಿಕ್ಷಣ ಇಲಾಖೆಯ ಅಧಿಕಾರಿಗಳು, ಶಿಕ್ಷಕರು, ಪೋಷಕರು ಹಾಗೂ ಮಕ್ಕಳು ಪಾಲ್ಗೊಂಡಿದ್ದರು.: [488, 962, 924, 1002]
water-body1: • ಕೋಲಾರ: ಜಿಲ್ಲೆಯಲ್ಲಿ ಬೇಸಿಗೆ ಆರಂಭವಾಗಿ ಬಿಸಿಲಿನ ತಾಪಮಾನ ಹೆಚ್ಚುತ್ತಿದ್ದು, ಕುಡಿಯುವ ನೀರಿನ ಸಮಸ್ಯೆ ಉದ್ಭವಿಸದಂತೆ ಎಚ್ಚರ ವಹಿಸಬೇಕು. ಸಾರ್ವಜನಿಕರಿಗೆ ಸರಬರಾಜು ಮಾಡುವ ನೀರಿನ ಗುಣಮಟ್ಟವನ್ನು ನಿಯಮಿತವಾಗಿ ಪರೀಕ್ಷಿಸಬೇಕು. ಗುಣಮಟ್ಟ ಪರಿಕ್ಷೆಯಲ್ಲಿ ಲೋಪವೆಸಗುವ ಅಧಿಕಾರಿಗಳ ವಿರುದ್ಧ ಕಠಿಣ ಕ್ರಮ ಕೈಗೊಳ್ಳಲಾಗುವುದು ಎಂದು ಜಿಲ್ಲಾಧಿಕಾರಿ ಡಾ. ಎಂ.ಆರ್.ರವಿ ಅಧಿಕಾರಿಗಳಿಗೆ ಎಚ್ಚರಿಕೆ ನೀಡಿದರು. ನಗರದ ಜಿಲ್ಲಾಧಿಕಾರಿಗಳ ಕಚೇರಿಯ ಸಭಾಂಗಣದಲ್ಲಿ ನಡೆದ ಜಲ ಜೀವನ್ ಮಿಷನ್ ಹಾಗೂ ಕುಡಿಯುವ ನೀರು ಸರಬರಾಜು ಕುರಿತ ಪ್ರಗತಿ ಪರಿಶೀಲನಾ ಸಭೆಯಲ್ಲಿ ಅವರು ಮಾತನಾಡಿದರು. ಗ್ರಾಮೀಣ ಪ್ರದೇಶಗಳಲ್ಲಿ ಶುದ್ಧ ಕುಡಿಯುವ ನೀರಿನ ಘಟಕಗಳು ಸಮರ್ಪಕವಾಗಿ ಕಾರ್ಯನಿರ್ವಹಿಸುವಂತೆ ನೋಡಿಕೊಳ್ಳಬೇಕು. ದುರಸ್ತಿಯಲ್ಲಿರುವ ಘಟಕಗಳನ್ನು ತಕ್ಷಣ ಸರಿಪಡಿಸಬೇಕು ಎಂದು ಸೂಚಿಸಿದರು.: [208, 368, 346, 521]
hall-accent-bar: [205, 1112, 477, 1117]
registration-dot: [853, 1403, 861, 1411]
max-temp-block: [526, 8, 566, 54]
photo-figure: [725, 386, 749, 446]
photo-figure: [675, 386, 699, 446]
photo-figure: [626, 760, 646, 806]
kirusuddi-body: • ಕೋಲಾರ: ಜಿಲ್ಲಾಡಳಿತ, ಜಿಲ್ಲಾ ಪಂಚಾಯತ್, ಕನ್ನಡ ಮತ್ತು ಸಂಸ್ಕೃತಿ ಇಲಾಖೆ ಕೋಲಾರ ಇವರ ಸಂಯುಕ್ತಾಶ್ರಯದಲ್ಲಿ ನಾಳೆ ಟಿ.ಚನ್ನಯ್ಯ ರಂಗಮಂದಿರದ ಆವರಣದಲ್ಲಿ ದಿನಾಂಕ 4 ರಂದು ಬುಧವಾರ ಬೆಳಗ್ಗೆ 10-00 ಗಂಟೆಗೆ ಟಿ.ಚನ್ನಯ್ಯ ಅವರ ಪುತ್ಥಳಿ ಅನಾವರಣ ಕಾರ್ಯಕ್ರಮವನ್ನು ಹಮ್ಮಿಕೊಳ್ಳಲಾಗಿದೆ. ಕಾರ್ಯಕ್ರಮವನ್ನು ಜಿಲ್ಲಾ ಉಸ್ತುವಾರಿ ಸಚಿವರು ಉದ್ಘಾಟಿಸಲಿದ್ದಾರೆ. ಸ್ಥಳೀಯ ಶಾಸಕರು, ಸಂಸದರು ಹಾಗೂ ವಿವಿಧ ಜನಪ್ರತಿನಿಧಿಗಳು ಭಾಗವಹಿಸಲಿದ್ದಾರೆ.: [30, 304, 194, 375]
photo-figure: [722, 110, 750, 220]
bjp-body-col1: [486, 1190, 626, 1400]
water-body-left: [208, 368, 346, 694]
section-rule: [205, 704, 925, 706]
kirusuddi-body: • ಕೋಲಾರ: ಜಿಲ್ಲಾಡಳಿತ, ಜಿಲ್ಲಾ ಪಂಚಾಯತ್, ಕಾರ್ಮಿಕ ಇಲಾಖೆ, ಕರ್ನಾಟಕ ರಾಜ್ಯ ಕಟ್ಟಡ ಮತ್ತು ಇತರೆ ನಿರ್ಮಾಣ ಕಾರ್ಮಿಕರ ಕಲ್ಯಾಣ ಮಂಡಳಿ ವತಿಯಿಂದ ನೋಂದಾಯಿತ ಫಲಾನುಭವಿಗಳಿಗೆ ತ್ರಿಚಕ್ರ ವಾಹನಗಳ ವಿತರಣಾ ಕಾರ್ಯಕ್ರಮವನ್ನು ಹಮ್ಮಿಕೊಳ್ಳಲಾಗಿದೆ. ಉಸ್ತುವಾರಿ ಸಚಿವರು ವಾಹನಗಳನ್ನು ವಿತರಿಸಲಿದ್ದಾರೆ.: [30, 939, 194, 990]
column-rule: [479, 1126, 480, 1406]
divider: [30, 280, 194, 281]
